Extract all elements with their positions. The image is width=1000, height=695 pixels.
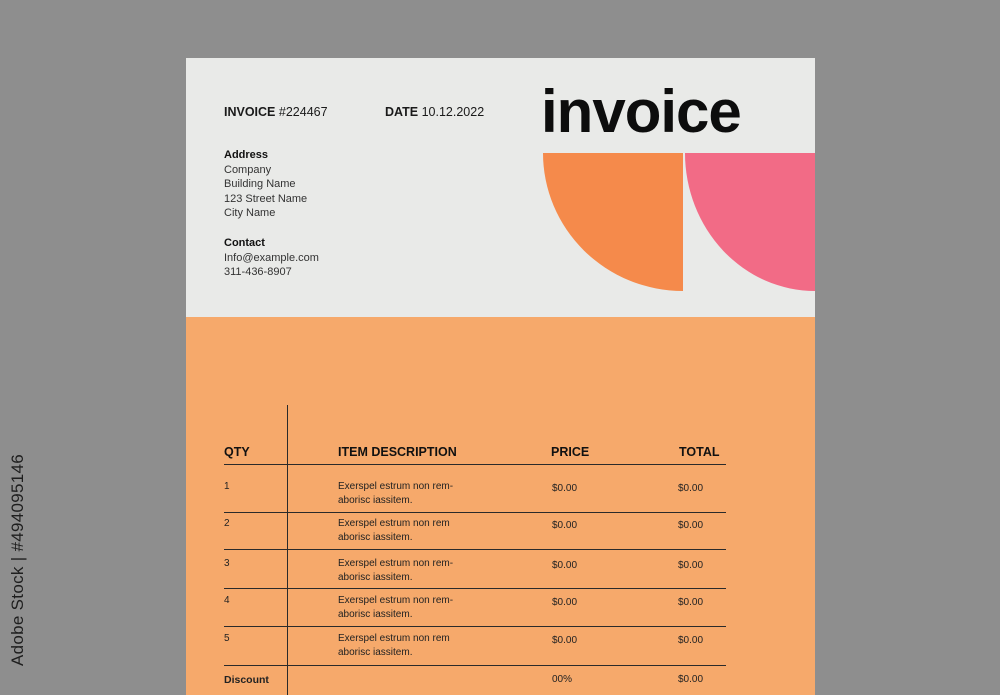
row-qty: 2 (224, 518, 230, 529)
date-value: 10.12.2022 (421, 105, 485, 119)
discount-total: $0.00 (678, 674, 704, 685)
column-header-price: PRICE (551, 445, 590, 459)
invoice-title: invoice (541, 78, 741, 145)
row-rule (224, 512, 726, 513)
description-line: Exerspel estrum non rem- (338, 481, 454, 492)
row-rule (224, 665, 726, 666)
date-label: DATE (385, 105, 419, 119)
row-rule (224, 549, 726, 550)
pink-quarter-circle-shape (685, 153, 815, 291)
stock-credit: Adobe Stock | #494095146 (8, 454, 27, 667)
address-line: Building Name (224, 178, 296, 190)
row-rule (224, 588, 726, 589)
invoice-label: INVOICE (224, 105, 276, 119)
invoice-number (224, 105, 328, 119)
row-qty: 3 (224, 558, 230, 569)
row-total: $0.00 (678, 635, 704, 646)
description-line: aborisc iassitem. (338, 609, 413, 620)
row-qty: 5 (224, 633, 230, 644)
header-rule (224, 464, 726, 465)
row-price: $0.00 (552, 520, 578, 531)
address-line: 123 Street Name (224, 192, 308, 205)
column-header-description: ITEM DESCRIPTION (338, 445, 457, 459)
row-description (338, 517, 488, 545)
address-block (224, 148, 307, 221)
description-line: Exerspel estrum non rem- (338, 558, 454, 569)
orange-quarter-circle-shape (543, 153, 683, 291)
row-total: $0.00 (678, 483, 704, 494)
description-line: aborisc iassitem. (338, 532, 413, 543)
invoice-date (385, 105, 484, 119)
description-line: aborisc iassitem. (338, 495, 413, 506)
row-price: $0.00 (552, 597, 578, 608)
column-header-total: TOTAL (679, 445, 720, 459)
contact-block (224, 236, 319, 280)
row-price: $0.00 (552, 483, 578, 494)
contact-email: Info@example.com (224, 251, 319, 264)
row-description (338, 632, 488, 660)
column-header-qty: QTY (224, 445, 250, 459)
address-line: City Name (224, 207, 276, 219)
description-line: Exerspel estrum non rem (338, 633, 450, 644)
description-line: Exerspel estrum non rem (338, 518, 450, 529)
row-total: $0.00 (678, 560, 704, 571)
contact-heading: Contact (224, 237, 265, 249)
contact-phone: 311-436-8907 (224, 266, 292, 278)
address-line: Company (224, 163, 272, 176)
row-description (338, 480, 488, 508)
row-rule (224, 626, 726, 627)
column-divider (287, 405, 288, 695)
row-total: $0.00 (678, 520, 704, 531)
row-description (338, 557, 488, 585)
row-qty: 4 (224, 595, 230, 606)
address-heading: Address (224, 149, 269, 161)
decorative-shapes (543, 153, 815, 293)
discount-rate: 00% (552, 674, 573, 685)
items-section (186, 317, 815, 695)
invoice-number-value: #224467 (278, 105, 328, 119)
row-price: $0.00 (552, 560, 578, 571)
row-total: $0.00 (678, 597, 704, 608)
row-description (338, 594, 488, 622)
description-line: aborisc iassitem. (338, 647, 413, 658)
row-price: $0.00 (552, 635, 578, 646)
invoice-page (186, 58, 815, 695)
row-qty: 1 (224, 481, 230, 492)
discount-label: Discount (224, 674, 269, 686)
description-line: aborisc iassitem. (338, 572, 413, 583)
description-line: Exerspel estrum non rem- (338, 595, 454, 606)
